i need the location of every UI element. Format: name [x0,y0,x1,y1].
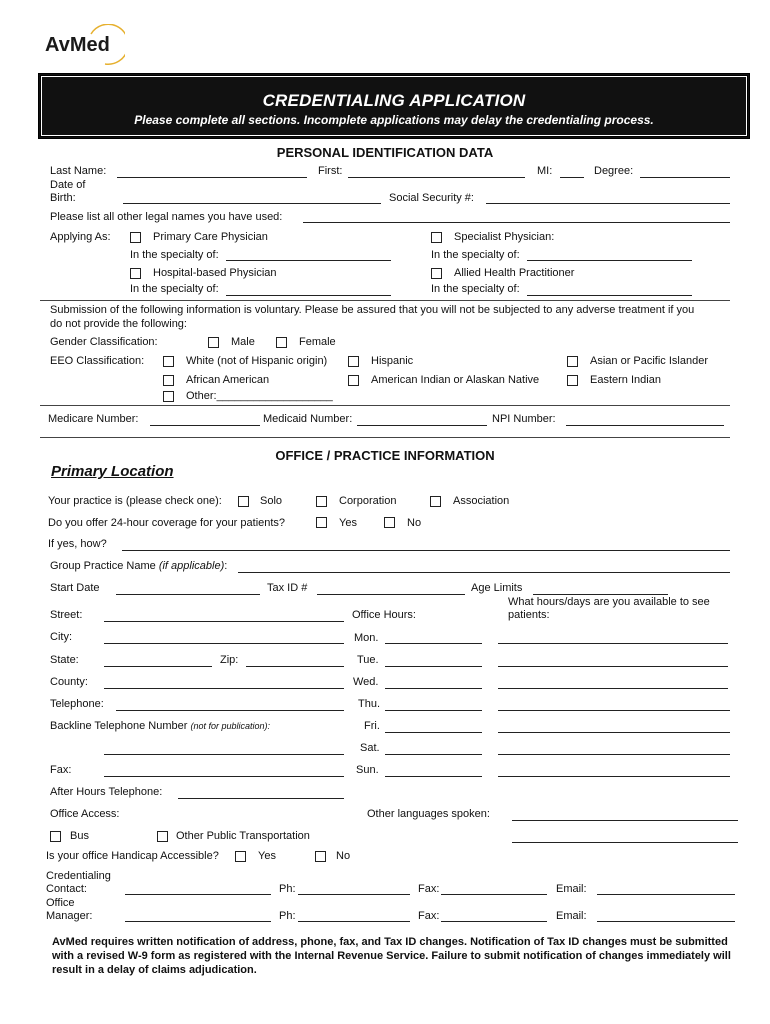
if-yes-label: If yes, how? [48,538,107,550]
degree-label: Degree: [594,165,634,177]
hours-question-1: What hours/days are you available to see [508,596,710,608]
white-checkbox[interactable] [163,356,174,367]
cred-ph-label: Ph: [279,883,296,895]
corporation-checkbox[interactable] [316,496,327,507]
cred-email-label: Email: [556,883,587,895]
specialist-label: Specialist Physician: [454,231,555,243]
gender-label: Gender Classification: [50,336,158,348]
specialty-field-3[interactable] [226,295,391,296]
association-label: Association [453,495,510,507]
ssn-label: Social Security #: [389,192,474,204]
telephone-label: Telephone: [50,698,104,710]
day-label-sat: Sat. [360,742,380,754]
office-hours-label: Office Hours: [352,609,416,621]
last-name-label: Last Name: [50,165,107,177]
african-american-checkbox[interactable] [163,375,174,386]
handicap-label: Is your office Handicap Accessible? [46,850,219,862]
backline-label: Backline Telephone Number (not for publication): [50,720,270,732]
public-transport-label: Other Public Transportation [176,830,310,842]
county-field[interactable] [104,688,344,689]
logo-text: AvMed [45,34,110,56]
credentialing-contact-field[interactable] [125,894,271,895]
specialty-label-4: In the specialty of: [431,283,520,295]
allied-health-label: Allied Health Practitioner [454,267,575,279]
eeo-label: EEO Classification: [50,355,145,367]
coverage-no-checkbox[interactable] [384,517,395,528]
telephone-field[interactable] [116,710,344,711]
eastern-indian-label: Eastern Indian [590,374,661,386]
first-name-label: First: [318,165,343,177]
specialty-label-3: In the specialty of: [130,283,219,295]
female-checkbox[interactable] [276,337,287,348]
hispanic-label: Hispanic [371,355,414,367]
day-label-wed: Wed. [353,676,379,688]
languages-field-1[interactable] [512,820,738,821]
age-limits-label: Age Limits [471,582,523,594]
tue-hours-field-right[interactable] [498,666,728,667]
medicaid-field[interactable] [357,425,487,426]
manager-label-1: Office [46,897,75,909]
group-name-field[interactable] [238,572,730,573]
divider [40,437,730,438]
handicap-no-label: No [336,850,351,862]
fri-hours-field-right[interactable] [498,732,730,733]
sat-hours-field-right[interactable] [498,754,730,755]
practice-type-label: Your practice is (please check one): [48,495,222,507]
specialty-label-2: In the specialty of: [431,249,520,261]
medicare-label: Medicare Number: [48,413,139,425]
divider [40,405,730,406]
state-field[interactable] [104,666,212,667]
street-field[interactable] [104,621,344,622]
primary-care-label: Primary Care Physician [153,231,268,243]
mi-field[interactable] [560,177,584,178]
after-hours-field[interactable] [178,798,344,799]
city-field[interactable] [104,643,344,644]
cred-fax-field[interactable] [441,894,547,895]
bus-checkbox[interactable] [50,831,61,842]
handicap-yes-checkbox[interactable] [235,851,246,862]
cred-email-field[interactable] [597,894,735,895]
specialty-field-2[interactable] [527,260,692,261]
age-limits-field[interactable] [533,594,668,595]
avmed-logo [45,24,125,66]
other-race-checkbox[interactable] [163,391,174,402]
mgr-email-field[interactable] [597,921,735,922]
wed-hours-field-right[interactable] [498,688,728,689]
form-subtitle: Please complete all sections. Incomplete applications may delay the credentialing process. [134,113,654,127]
day-label-tue: Tue. [357,654,379,666]
thu-hours-field[interactable] [385,710,482,711]
npi-field[interactable] [566,425,724,426]
hours-question-2: patients: [508,609,550,621]
county-label: County: [50,676,88,688]
specialist-checkbox[interactable] [431,232,442,243]
corporation-label: Corporation [339,495,397,507]
mi-label: MI: [537,165,553,177]
female-label: Female [299,336,336,348]
male-checkbox[interactable] [208,337,219,348]
american-indian-label: American Indian or Alaskan Native [371,374,540,386]
divider [40,300,730,301]
first-name-field[interactable] [348,177,525,178]
dob-label-2: Birth: [50,192,76,204]
primary-location-heading: Primary Location [51,463,174,480]
public-transport-checkbox[interactable] [157,831,168,842]
degree-field[interactable] [640,177,730,178]
asian-label: Asian or Pacific Islander [590,355,708,367]
handicap-yes-label: Yes [258,850,276,862]
office-section-heading: OFFICE / PRACTICE INFORMATION [275,448,495,463]
eastern-indian-checkbox[interactable] [567,375,578,386]
primary-care-checkbox[interactable] [130,232,141,243]
asian-checkbox[interactable] [567,356,578,367]
title-banner [38,73,750,139]
cred-phone-field[interactable] [298,894,410,895]
mgr-fax-label: Fax: [418,910,440,922]
other-names-field[interactable] [303,222,730,223]
sat-hours-field[interactable] [385,754,482,755]
dob-label-1: Date of [50,179,86,191]
mgr-ph-label: Ph: [279,910,296,922]
american-indian-checkbox[interactable] [348,375,359,386]
credentialing-label-1: Credentialing [46,870,111,882]
office-access-label: Office Access: [50,808,120,820]
start-date-label: Start Date [50,582,100,594]
day-label-thu: Thu. [358,698,381,710]
mon-hours-field[interactable] [385,643,482,644]
street-label: Street: [50,609,83,621]
thu-hours-field-right[interactable] [498,710,730,711]
npi-label: NPI Number: [492,413,556,425]
handicap-no-checkbox[interactable] [315,851,326,862]
other-race-label: Other:___________________ [186,390,333,402]
coverage-label: Do you offer 24-hour coverage for your patients? [48,517,286,529]
association-checkbox[interactable] [430,496,441,507]
voluntary-text-2: do not provide the following: [50,318,187,330]
day-label-mon: Mon. [354,632,379,644]
hispanic-checkbox[interactable] [348,356,359,367]
hospital-based-checkbox[interactable] [130,268,141,279]
solo-checkbox[interactable] [238,496,249,507]
start-date-field[interactable] [116,594,260,595]
allied-health-checkbox[interactable] [431,268,442,279]
coverage-yes-label: Yes [339,517,357,529]
tue-hours-field[interactable] [385,666,482,667]
languages-field-2[interactable] [512,842,738,843]
other-languages-label: Other languages spoken: [367,808,490,820]
hospital-based-label: Hospital-based Physician [153,267,277,279]
male-label: Male [231,336,255,348]
if-yes-field[interactable] [122,550,730,551]
white-label: White (not of Hispanic origin) [186,355,328,367]
manager-label-2: Manager: [46,910,93,922]
coverage-no-label: No [407,517,422,529]
group-name-label: Group Practice Name (if applicable): [50,560,228,572]
coverage-yes-checkbox[interactable] [316,517,327,528]
specialty-field-1[interactable] [226,260,391,261]
other-names-label: Please list all other legal names you have used: [50,211,283,223]
sun-hours-field-right[interactable] [498,776,730,777]
applying-as-label: Applying As: [50,231,111,243]
ssn-field[interactable] [486,203,730,204]
dob-field[interactable] [123,203,381,204]
form-title: CREDENTIALING APPLICATION [262,91,526,110]
city-label: City: [50,631,72,643]
tax-id-label: Tax ID # [267,582,308,594]
office-manager-field[interactable] [125,921,271,922]
tax-id-field[interactable] [317,594,465,595]
fax-label: Fax: [50,764,72,776]
solo-label: Solo [260,495,283,507]
cred-fax-label: Fax: [418,883,440,895]
specialty-field-4[interactable] [527,295,692,296]
zip-field[interactable] [246,666,344,667]
state-label: State: [50,654,79,666]
personal-section-heading: PERSONAL IDENTIFICATION DATA [276,145,494,160]
day-label-fri: Fri. [364,720,380,732]
fri-hours-field[interactable] [385,732,482,733]
sun-hours-field[interactable] [385,776,482,777]
voluntary-text-1: Submission of the following information is voluntary. Please be assured that you will not be subjected to any adverse treatment if you [50,304,695,316]
mgr-phone-field[interactable] [298,921,410,922]
zip-label: Zip: [220,654,239,666]
bus-label: Bus [70,830,89,842]
credentialing-label-2: Contact: [46,883,87,895]
mon-hours-field-right[interactable] [498,643,728,644]
mgr-fax-field[interactable] [441,921,547,922]
wed-hours-field[interactable] [385,688,482,689]
specialty-label-1: In the specialty of: [130,249,219,261]
after-hours-label: After Hours Telephone: [50,786,163,798]
backline-field[interactable] [104,754,344,755]
medicare-field[interactable] [150,425,260,426]
medicaid-label: Medicaid Number: [263,413,353,425]
african-american-label: African American [186,374,270,386]
mgr-email-label: Email: [556,910,587,922]
last-name-field[interactable] [117,177,307,178]
day-label-sun: Sun. [356,764,379,776]
fax-field[interactable] [104,776,344,777]
notice-text: AvMed requires written notification of address, phone, fax, and Tax ID changes. Notification of Tax ID changes must be submitted with a revised W-9 form as registered with the Internal Revenue Service. Failure to submit notification of changes immediately will result in a delay of claims adjudication. [52,936,731,976]
